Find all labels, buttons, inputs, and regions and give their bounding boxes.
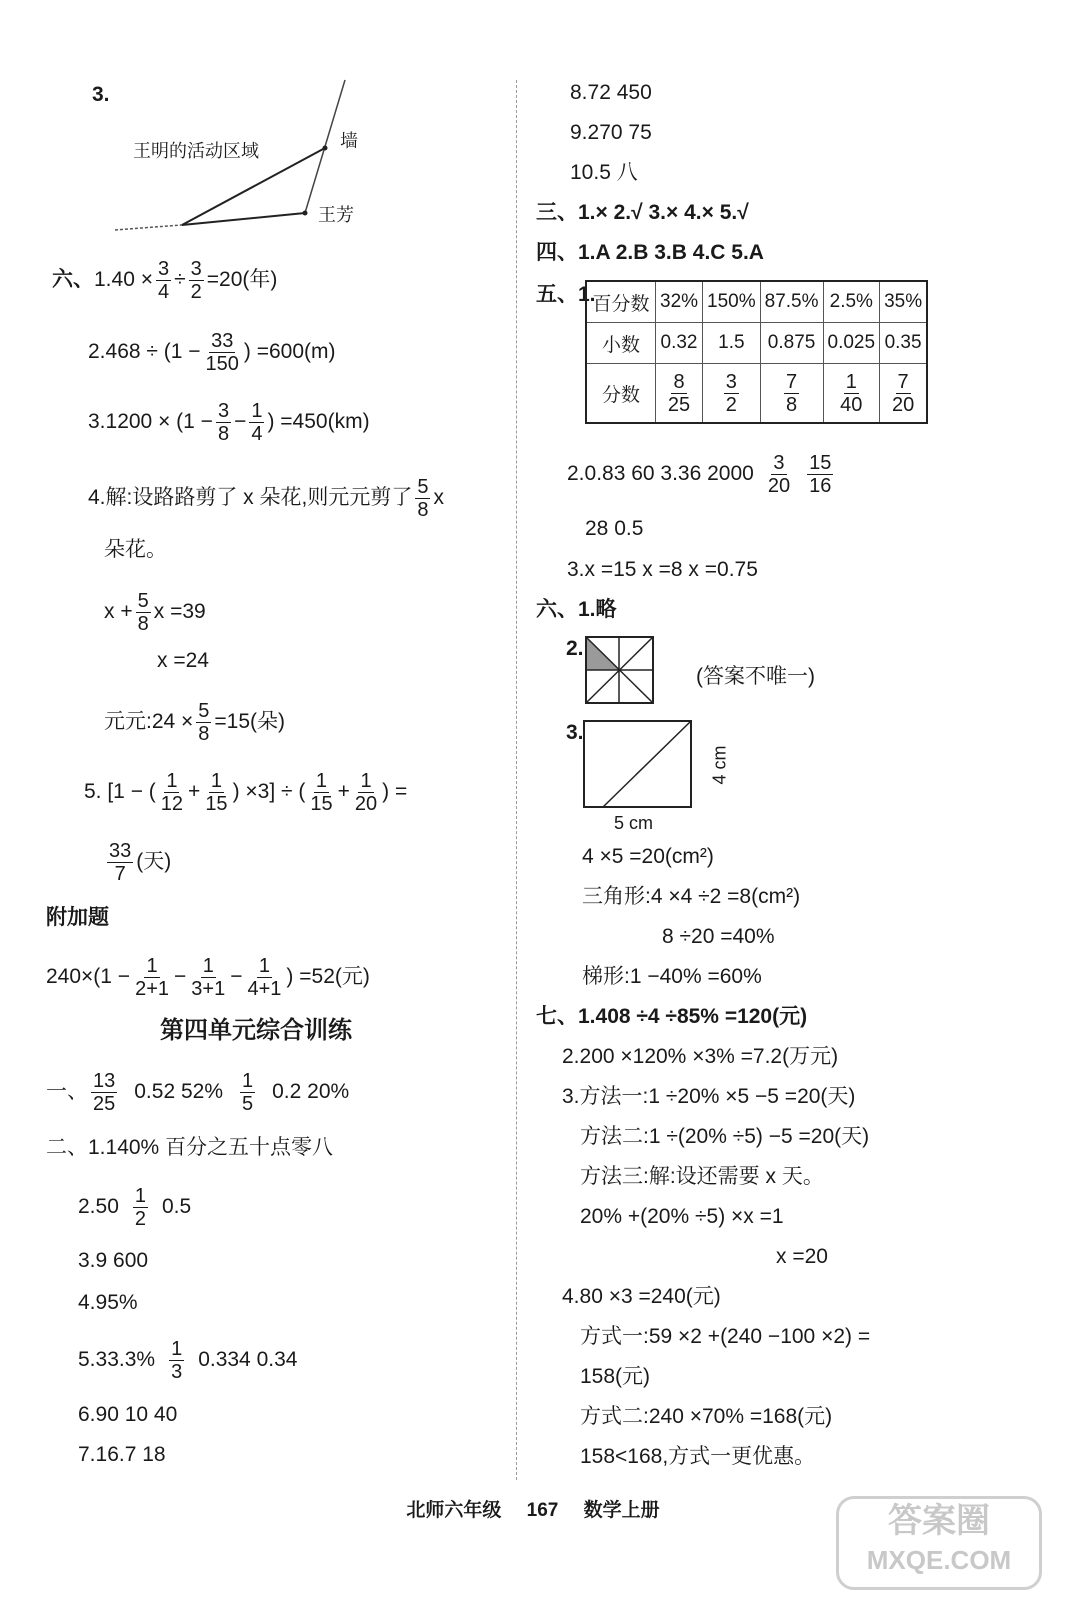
answer-10: 10.5 八 (570, 161, 638, 184)
row-label-percent: 百分数 (586, 281, 656, 323)
table-cell: 0.35 (880, 323, 928, 364)
section-two-1: 二、1.140% 百分之五十点零八 (46, 1136, 334, 1159)
six-1: 六、1.40 × $\frac{3}{4}$ ÷ $\frac{3}{2}$ =20(年) (52, 258, 278, 303)
rectangle-figure (583, 720, 693, 810)
answer-9: 9.270 75 (570, 121, 652, 144)
section-two-7: 7.16.7 18 (78, 1443, 166, 1466)
table-cell: 0.875 (760, 323, 823, 364)
square-figure (585, 636, 655, 704)
five-2-cont: 28 0.5 (585, 517, 644, 540)
table-cell: $\frac{1}{40}$ (823, 364, 880, 424)
extra-question: 240×(1 − $\frac{1}{2+1}$ − $\frac{1}{3+1}$ − $\frac{1}{4+1}$ ) =52(元) (46, 955, 370, 1000)
column-divider (516, 80, 517, 1480)
section-two-3: 3.9 600 (78, 1249, 149, 1272)
width-label: 5 cm (614, 813, 654, 833)
seven-2: 2.200 ×120% ×3% =7.2(万元) (562, 1045, 839, 1068)
section-two-5: 5.33.3% $\frac{1}{3}$ 0.334 0.34 (78, 1338, 298, 1383)
seven-4c: 158(元) (580, 1365, 651, 1388)
equation-2: x =24 (157, 649, 209, 672)
extra-title: 附加题 (46, 906, 109, 929)
seven-1: 七、1.408 ÷4 ÷85% =120(元) (536, 1005, 808, 1028)
section-three: 三、1.× 2.√ 3.× 4.× 5.√ (536, 201, 749, 224)
footer-grade: 北师六年级 (406, 1500, 502, 1521)
five-2: 2.0.83 60 3.36 2000 $\frac{3}{20}$ $\frac{15}{16}$ (567, 452, 832, 497)
question-number: 3. (92, 83, 110, 106)
six-2: 2.468 ÷ (1 − $\frac{33}{150}$ ) =600(m) (88, 330, 336, 375)
table-cell: $\frac{3}{2}$ (703, 364, 761, 424)
seven-3d: 20% +(20% ÷5) ×x =1 (580, 1205, 784, 1228)
calc-4: 梯形:1 −40% =60% (582, 965, 762, 988)
section-five-label: 五、1. (536, 283, 596, 306)
equation-3: 元元:24 × $\frac{5}{8}$ =15(朵) (104, 700, 286, 745)
answer-note: (答案不唯一) (696, 665, 815, 688)
table-cell: 35% (880, 281, 928, 323)
wall-label: 墙 (340, 131, 358, 151)
calc-1: 4 ×5 =20(cm²) (582, 845, 714, 868)
row-label-fraction: 分数 (586, 364, 656, 424)
seven-3e: x =20 (776, 1245, 828, 1268)
table-cell: 150% (703, 281, 761, 323)
area-label: 王明的活动区域 (133, 141, 259, 161)
calc-2: 三角形:4 ×4 ÷2 =8(cm²) (582, 885, 801, 908)
seven-3a: 3.方法一:1 ÷20% ×5 −5 =20(天) (562, 1085, 856, 1108)
six-3-label: 3. (566, 721, 584, 744)
table-cell: $\frac{7}{20}$ (880, 364, 928, 424)
answer-8: 8.72 450 (570, 81, 652, 104)
six-3: 3.1200 × (1 − $\frac{3}{8}$ − $\frac{1}{4}$ ) =450(km) (88, 400, 370, 445)
percent-table (585, 280, 928, 424)
section-four: 四、1.A 2.B 3.B 4.C 5.A (536, 241, 764, 264)
calc-3: 8 ÷20 =40% (662, 925, 775, 948)
unit-title: 第四单元综合训练 (160, 1018, 352, 1044)
six-5: 5. [1 − ( $\frac{1}{12}$ + $\frac{1}{15}$ ) ×3] ÷ ( $\frac{1}{15}$ + $\frac{1}{20}$ ) = (84, 770, 408, 815)
seven-4e: 158<168,方式一更优惠。 (580, 1445, 816, 1468)
table-cell: $\frac{8}{25}$ (656, 364, 703, 424)
seven-4b: 方式一:59 ×2 +(240 −100 ×2) = (580, 1325, 871, 1348)
seven-4d: 方式二:240 ×70% =168(元) (580, 1405, 833, 1428)
table-cell: 2.5% (823, 281, 880, 323)
equation-1: x + $\frac{5}{8}$ x =39 (104, 590, 206, 635)
footer-subject: 数学上册 (583, 1500, 660, 1521)
table-cell: $\frac{7}{8}$ (760, 364, 823, 424)
table-cell: 87.5% (760, 281, 823, 323)
six-1-right: 六、1.略 (536, 598, 617, 621)
six-4: 4.解:设路路剪了 x 朵花,则元元剪了 $\frac{5}{8}$ x (88, 476, 444, 521)
section-one: 一、 $\frac{13}{25}$ 0.52 52% $\frac{1}{5}$ 0.2 20% (46, 1070, 350, 1115)
table-cell: 0.025 (823, 323, 880, 364)
table-cell: 1.5 (703, 323, 761, 364)
six-5-result: $\frac{33}{7}$ (天) (109, 840, 172, 885)
table-cell: 32% (656, 281, 703, 323)
section-two-6: 6.90 10 40 (78, 1403, 178, 1426)
six-2-label: 2. (566, 637, 584, 660)
table-cell: 0.32 (656, 323, 703, 364)
row-label-decimal: 小数 (586, 323, 656, 364)
height-label: 4 cm (709, 745, 730, 785)
seven-3c: 方法三:解:设还需要 x 天。 (580, 1165, 824, 1188)
seven-3b: 方法二:1 ÷(20% ÷5) −5 =20(天) (580, 1125, 870, 1148)
page-number: 167 (526, 1500, 559, 1521)
person-label: 王芳 (318, 205, 354, 225)
five-3: 3.x =15 x =8 x =0.75 (567, 558, 758, 581)
section-two-4: 4.95% (78, 1291, 138, 1314)
section-two-2: 2.50 $\frac{1}{2}$ 0.5 (78, 1185, 192, 1230)
six-4-cont: 朵花。 (104, 538, 167, 561)
watermark-logo: 答案圈 MXQE.COM (836, 1496, 1042, 1590)
seven-4a: 4.80 ×3 =240(元) (562, 1285, 721, 1308)
